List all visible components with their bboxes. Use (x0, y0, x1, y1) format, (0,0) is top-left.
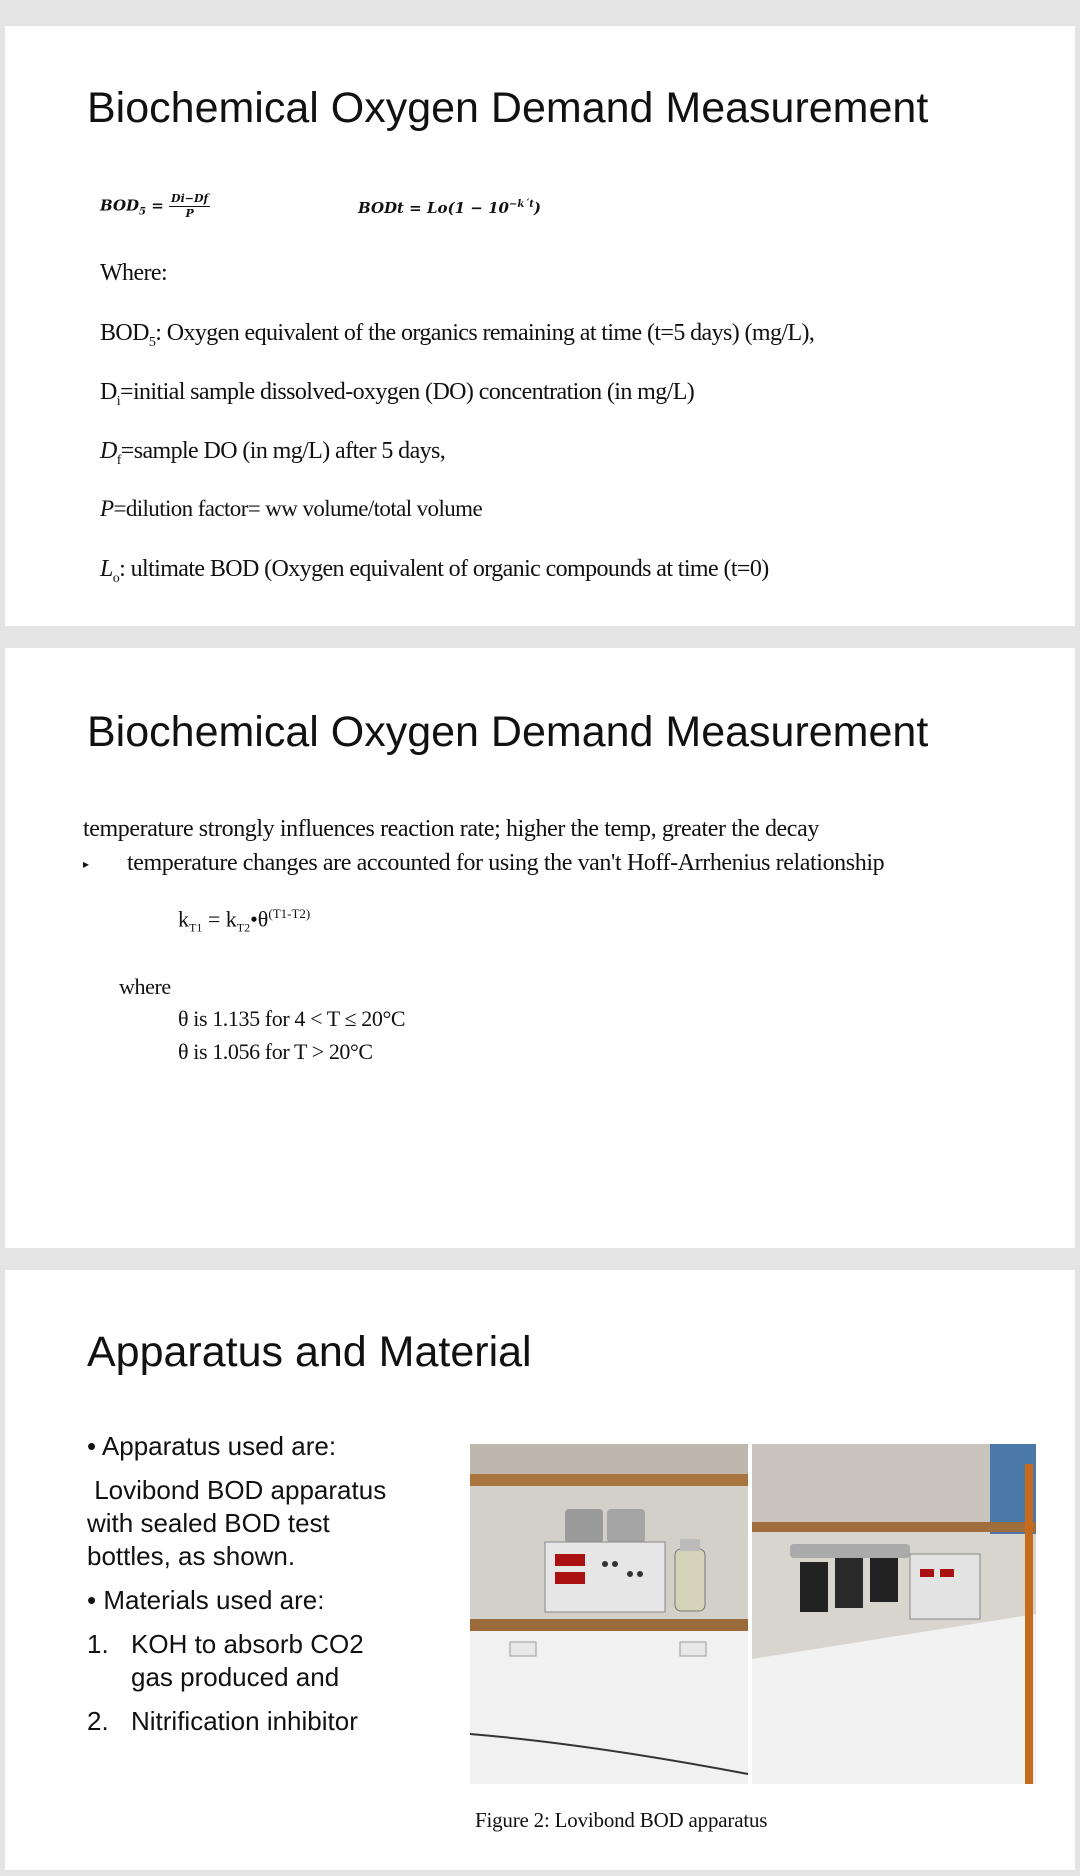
bodt-expression: BODt = Lo(1 − 10 (358, 199, 509, 217)
materials-bullet: • Materials used are: (87, 1585, 325, 1615)
definition-p (100, 496, 482, 522)
formula-theta: •θ (250, 906, 269, 932)
bullet-arrow-icon: ▸ (83, 856, 89, 871)
definition-df (100, 438, 445, 469)
temperature-influence-text: temperature strongly influences reaction rate; higher the temp, greater the decay (83, 816, 819, 842)
fraction (169, 192, 210, 221)
definition-text: =sample DO (in mg/L) after 5 days, (120, 438, 446, 464)
bod5-subscript: 5 (139, 206, 146, 218)
apparatus-line-2: with sealed BOD test (87, 1508, 330, 1538)
definition-text: =dilution factor= ww volume/total volume (113, 496, 483, 521)
bodt-exponent: −k´t (508, 199, 534, 210)
definition-subscript: 5 (148, 334, 156, 350)
definition-text: : ultimate BOD (Oxygen equivalent of organic compounds at time (t=0) (119, 556, 769, 582)
definition-symbol: D (100, 438, 117, 464)
figure-caption: Figure 2: Lovibond BOD apparatus (475, 1808, 768, 1832)
formula-exponent: (T1-T2) (268, 906, 311, 921)
apparatus-line-1: Lovibond BOD apparatus (87, 1475, 387, 1505)
bullet-item-arrhenius (83, 850, 884, 877)
definition-subscript: f (116, 452, 121, 468)
material-item-2-number: 2. (87, 1706, 109, 1736)
slide-apparatus-material (5, 1270, 1075, 1870)
lab-bench-illustration (470, 1444, 1036, 1784)
bodt-equation (358, 199, 541, 217)
definition-symbol: D (100, 379, 117, 405)
formula-k2: = k (202, 906, 237, 932)
fraction-numerator: Di−Df (171, 192, 209, 205)
where-label: Where: (100, 260, 168, 286)
definition-symbol: BOD (100, 320, 149, 346)
definition-symbol: P (100, 496, 114, 521)
arrhenius-text: temperature changes are accounted for using the van't Hoff-Arrhenius relationship (127, 850, 885, 876)
slide-title: Biochemical Oxygen Demand Measurement (87, 708, 929, 756)
definition-symbol: L (100, 556, 113, 582)
definition-text: : Oxygen equivalent of the organics remaining at time (t=5 days) (mg/L), (155, 320, 815, 346)
arrhenius-formula (178, 906, 310, 936)
slide-bod-formulas (5, 26, 1075, 626)
equals-sign: = (151, 196, 164, 215)
slide-temperature-correction (5, 648, 1075, 1248)
definition-subscript: o (112, 570, 120, 586)
material-item-1-number: 1. (87, 1629, 109, 1659)
slide-title: Apparatus and Material (87, 1328, 532, 1376)
theta-condition-high: θ is 1.056 for T > 20°C (178, 1039, 373, 1064)
definition-bod5 (100, 320, 814, 351)
definition-di (100, 379, 694, 410)
slide-title: Biochemical Oxygen Demand Measurement (87, 84, 929, 132)
lovibond-apparatus-photo (470, 1444, 1036, 1784)
bod5-symbol: BOD (100, 196, 140, 215)
bodt-close-paren: ) (533, 199, 541, 217)
apparatus-line-3: bottles, as shown. (87, 1541, 296, 1571)
formula-k2-subscript: T2 (236, 920, 251, 935)
apparatus-bullet: • Apparatus used are: (87, 1431, 337, 1461)
material-item-1-line-2: gas produced and (131, 1662, 340, 1692)
definition-subscript: i (116, 393, 121, 409)
where-label: where (119, 974, 171, 999)
definition-lo (100, 556, 769, 587)
formula-k1-subscript: T1 (189, 920, 203, 935)
fraction-denominator: P (185, 207, 194, 220)
material-item-1-line-1: KOH to absorb CO2 (131, 1629, 364, 1659)
formula-k1: k (178, 906, 189, 932)
theta-condition-low: θ is 1.135 for 4 < T ≤ 20°C (178, 1006, 406, 1031)
definition-text: =initial sample dissolved-oxygen (DO) concentration (in mg/L) (120, 379, 695, 405)
material-item-2-line-1: Nitrification inhibitor (131, 1706, 358, 1736)
bod5-equation (100, 192, 210, 221)
